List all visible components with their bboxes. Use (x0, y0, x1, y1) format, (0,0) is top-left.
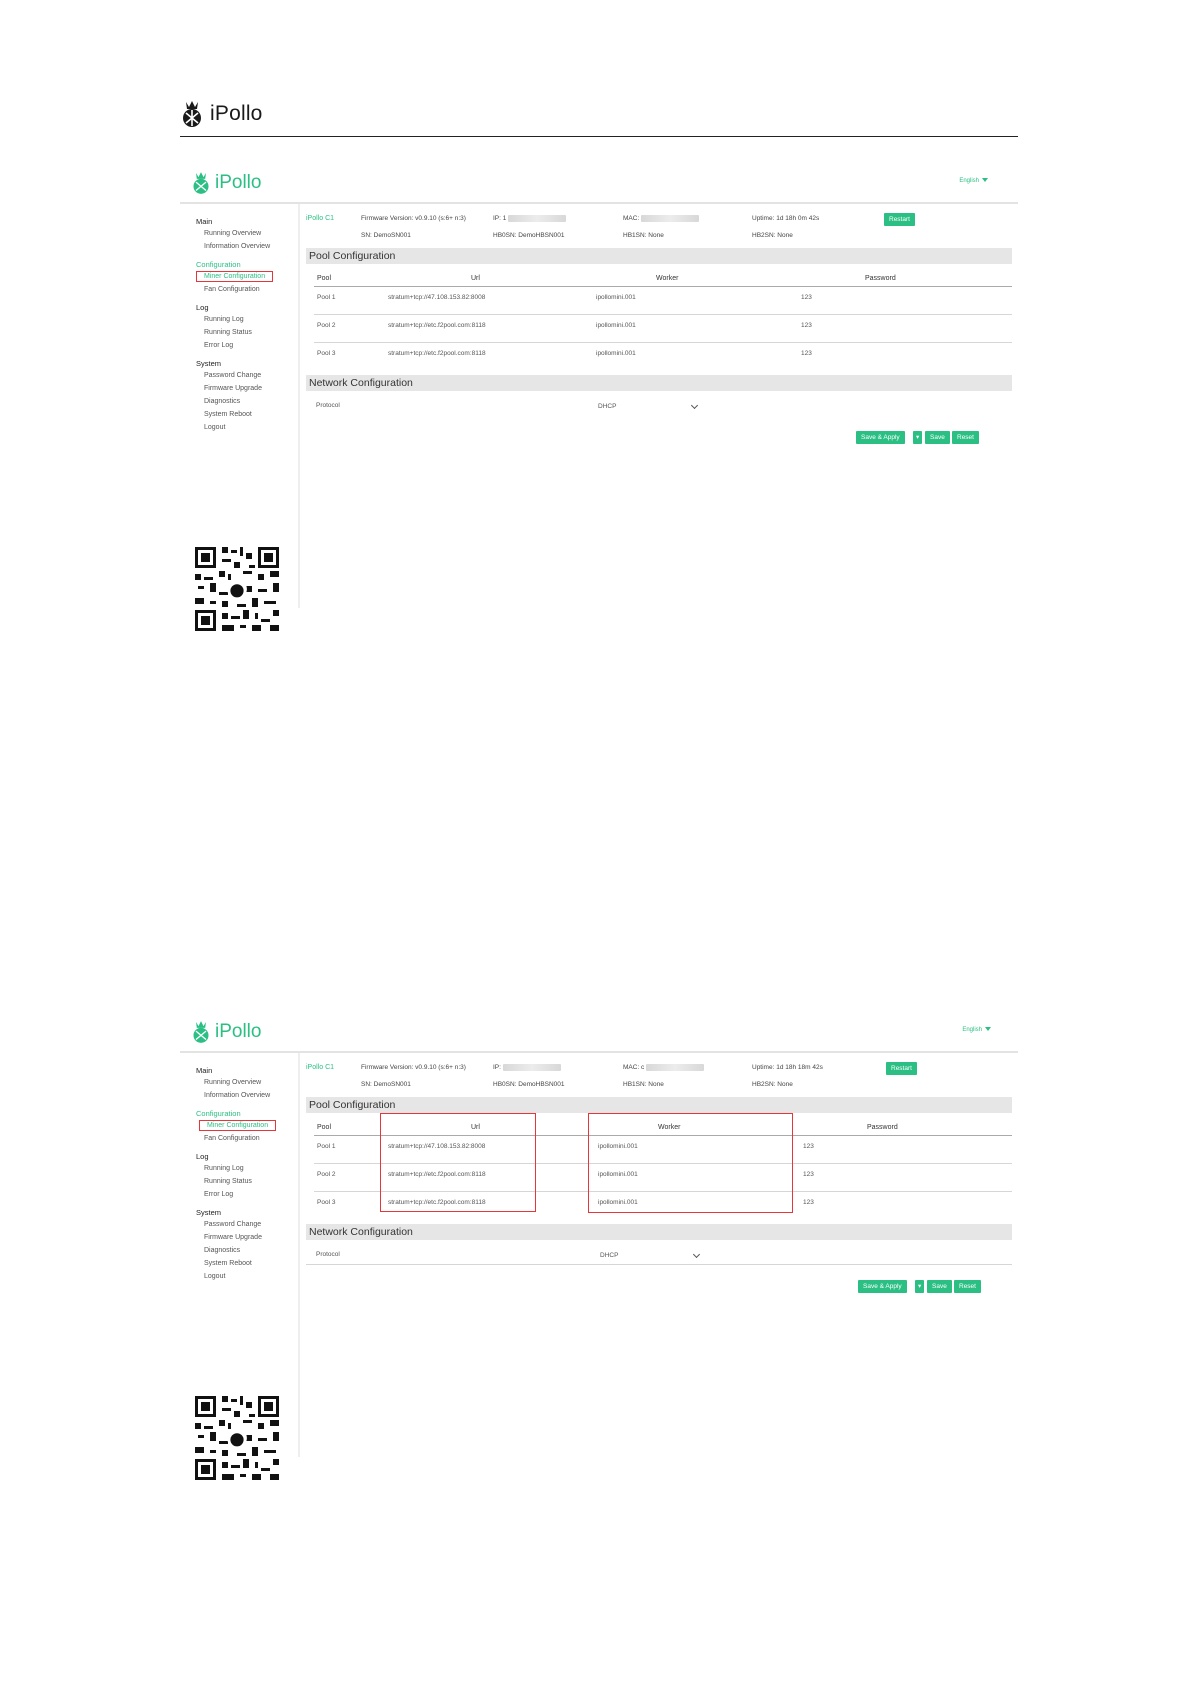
chevron-down-icon[interactable] (693, 1251, 700, 1258)
column-header-url: Url (471, 275, 480, 282)
nav-item-information-overview[interactable]: Information Overview (204, 1092, 271, 1099)
save-apply-button[interactable]: Save & Apply (856, 431, 905, 444)
screenshot-1 (180, 168, 1018, 608)
save-button[interactable]: Save (925, 431, 950, 444)
mac-address (623, 1064, 704, 1071)
pool-2-worker-input[interactable]: ipollomini.001 (598, 1171, 638, 1178)
nav-item-firmware-upgrade[interactable]: Firmware Upgrade (204, 1234, 262, 1241)
ip-address (493, 215, 566, 222)
hb1-serial: HB1SN: None (623, 232, 664, 239)
pool-1-password-input[interactable]: 123 (803, 1143, 814, 1150)
hb0-serial: HB0SN: DemoHBSN001 (493, 1081, 565, 1088)
nav-group-system[interactable]: System (196, 1208, 222, 1217)
nav-group-system[interactable]: System (196, 359, 222, 368)
nav-item-running-overview[interactable]: Running Overview (204, 230, 262, 237)
nav-item-system-reboot[interactable]: System Reboot (204, 411, 252, 418)
nav-item-running-status[interactable]: Running Status (204, 329, 252, 336)
nav-item-password-change[interactable]: Password Change (204, 1221, 262, 1228)
section-title: Pool Configuration (309, 1099, 396, 1111)
app-topbar (180, 168, 1018, 204)
app-topbar (180, 1017, 1018, 1053)
pool-3-worker-input[interactable]: ipollomini.001 (598, 1199, 638, 1206)
hb0-serial: HB0SN: DemoHBSN001 (493, 232, 565, 239)
redacted-ip (503, 1064, 561, 1071)
nav-item-logout[interactable]: Logout (204, 424, 226, 431)
column-header-worker: Worker (656, 275, 679, 282)
url-column-highlight (380, 1113, 536, 1212)
pool-3-password-input[interactable]: 123 (803, 1199, 814, 1206)
network-configuration-header (306, 1224, 1012, 1240)
uptime: Uptime: 1d 18h 0m 42s (752, 215, 820, 222)
pool-2-worker-input[interactable]: ipollomini.001 (596, 322, 636, 329)
pool-2-label: Pool 2 (317, 322, 336, 329)
pool-configuration-header (306, 1097, 1012, 1113)
pool-1-password-input[interactable]: 123 (801, 294, 812, 301)
redacted-ip (508, 215, 566, 222)
sidebar (180, 204, 300, 608)
qr-code-icon (192, 1393, 282, 1483)
pool-1-url-input[interactable]: stratum+tcp://47.108.153.82:8008 (388, 294, 486, 301)
section-title: Network Configuration (309, 1226, 413, 1238)
nav-item-error-log[interactable]: Error Log (204, 1191, 234, 1198)
pool-1-url-input[interactable]: stratum+tcp://47.108.153.82:8008 (388, 1143, 486, 1150)
nav-item-fan-configuration[interactable]: Fan Configuration (204, 286, 260, 293)
save-apply-dropdown-button[interactable]: ▾ (915, 1280, 924, 1293)
column-header-worker: Worker (658, 1124, 681, 1131)
nav-item-running-log[interactable]: Running Log (204, 1165, 244, 1172)
pool-3-password-input[interactable]: 123 (801, 350, 812, 357)
nav-item-running-overview[interactable]: Running Overview (204, 1079, 262, 1086)
device-model: iPollo C1 (306, 215, 335, 222)
chevron-down-icon[interactable] (691, 402, 698, 409)
table-divider (314, 342, 1012, 343)
nav-group-log[interactable]: Log (196, 1152, 209, 1161)
column-header-url: Url (471, 1124, 480, 1131)
nav-item-fan-configuration[interactable]: Fan Configuration (204, 1135, 260, 1142)
pool-2-password-input[interactable]: 123 (803, 1171, 814, 1178)
nav-item-information-overview[interactable]: Information Overview (204, 243, 271, 250)
uptime: Uptime: 1d 18h 18m 42s (752, 1064, 823, 1071)
app-brand: iPollo (215, 1021, 262, 1042)
sidebar (180, 1053, 300, 1457)
pineapple-logo-icon (191, 1019, 211, 1045)
nav-item-error-log[interactable]: Error Log (204, 342, 234, 349)
column-header-pool: Pool (317, 275, 332, 282)
caret-down-icon (985, 1027, 991, 1031)
reset-button[interactable]: Reset (952, 431, 979, 444)
pool-3-label: Pool 3 (317, 350, 336, 357)
nav-group-configuration[interactable]: Configuration (196, 1109, 241, 1118)
nav-item-system-reboot[interactable]: System Reboot (204, 1260, 252, 1267)
document-brand: iPollo (210, 102, 263, 125)
ip-address (493, 1064, 561, 1071)
language-select[interactable] (959, 178, 988, 184)
pool-1-label: Pool 1 (317, 294, 336, 301)
save-button[interactable]: Save (927, 1280, 952, 1293)
nav-item-diagnostics[interactable]: Diagnostics (204, 1247, 241, 1254)
screenshot-2 (180, 1017, 1018, 1457)
hb1-serial: HB1SN: None (623, 1081, 664, 1088)
protocol-select[interactable]: DHCP (598, 403, 617, 410)
pineapple-icon (180, 100, 204, 128)
pool-2-url-input[interactable]: stratum+tcp://etc.f2pool.com:8118 (388, 322, 486, 329)
column-header-password: Password (865, 275, 896, 282)
nav-item-logout[interactable]: Logout (204, 1273, 226, 1280)
pool-2-password-input[interactable]: 123 (801, 322, 812, 329)
pineapple-logo-icon (191, 170, 211, 196)
network-configuration-header (306, 375, 1012, 391)
mac-label: MAC: c (623, 1064, 645, 1072)
column-header-password: Password (867, 1124, 898, 1131)
ip-label: IP: 1 (493, 215, 507, 223)
section-title: Network Configuration (309, 377, 413, 389)
document-logo (180, 100, 263, 128)
nav-group-main[interactable]: Main (196, 1066, 213, 1075)
mac-address (623, 215, 699, 222)
pool-1-worker-input[interactable]: ipollomini.001 (598, 1143, 638, 1150)
language-select[interactable] (962, 1027, 991, 1033)
app-logo[interactable] (191, 170, 261, 196)
ip-label: IP: (493, 1064, 501, 1072)
language-label: English (959, 178, 979, 184)
save-apply-button[interactable]: Save & Apply (858, 1280, 907, 1293)
qr-code-icon (192, 544, 282, 634)
app-brand: iPollo (215, 172, 262, 193)
pool-2-url-input[interactable]: stratum+tcp://etc.f2pool.com:8118 (388, 1171, 486, 1178)
nav-item-running-log[interactable]: Running Log (204, 316, 244, 323)
document-header (180, 100, 1018, 137)
pool-3-worker-input[interactable]: ipollomini.001 (596, 350, 636, 357)
firmware-version: Firmware Version: v0.9.10 (s:6+ n:3) (361, 1064, 466, 1071)
hb2-serial: HB2SN: None (752, 1081, 793, 1088)
firmware-version: Firmware Version: v0.9.10 (s:6+ n:3) (361, 215, 466, 222)
nav-group-log[interactable]: Log (196, 303, 209, 312)
column-header-pool: Pool (317, 1124, 332, 1131)
nav-item-firmware-upgrade[interactable]: Firmware Upgrade (204, 385, 262, 392)
redacted-mac (646, 1064, 704, 1071)
table-divider (314, 286, 1012, 287)
language-label: English (962, 1027, 982, 1033)
nav-group-main[interactable]: Main (196, 217, 213, 226)
nav-item-password-change[interactable]: Password Change (204, 372, 262, 379)
save-apply-dropdown-button[interactable]: ▾ (913, 431, 922, 444)
pool-2-label: Pool 2 (317, 1171, 336, 1178)
serial-number: SN: DemoSN001 (361, 232, 411, 239)
nav-item-running-status[interactable]: Running Status (204, 1178, 252, 1185)
pool-configuration-header (306, 248, 1012, 264)
nav-group-configuration[interactable]: Configuration (196, 260, 241, 269)
device-model: iPollo C1 (306, 1064, 335, 1071)
pool-1-worker-input[interactable]: ipollomini.001 (596, 294, 636, 301)
section-title: Pool Configuration (309, 250, 396, 262)
reset-button[interactable]: Reset (954, 1280, 981, 1293)
protocol-label: Protocol (316, 1251, 340, 1258)
pool-1-label: Pool 1 (317, 1143, 336, 1150)
serial-number: SN: DemoSN001 (361, 1081, 411, 1088)
protocol-select[interactable]: DHCP (600, 1252, 619, 1259)
mac-label: MAC: (623, 215, 640, 223)
restart-button[interactable]: Restart (886, 1062, 917, 1075)
worker-column-highlight (588, 1113, 793, 1213)
form-divider (306, 1264, 1012, 1265)
hb2-serial: HB2SN: None (752, 232, 793, 239)
protocol-label: Protocol (316, 402, 340, 409)
table-divider (314, 314, 1012, 315)
redacted-mac (641, 215, 699, 222)
nav-item-diagnostics[interactable]: Diagnostics (204, 398, 241, 405)
pool-3-label: Pool 3 (317, 1199, 336, 1206)
pool-3-url-input[interactable]: stratum+tcp://etc.f2pool.com:8118 (388, 1199, 486, 1206)
caret-down-icon (982, 178, 988, 182)
app-logo[interactable] (191, 1019, 261, 1045)
nav-item-miner-configuration[interactable]: Miner Configuration (199, 1120, 276, 1131)
nav-item-miner-configuration[interactable]: Miner Configuration (196, 271, 273, 282)
restart-button[interactable]: Restart (884, 213, 915, 226)
pool-3-url-input[interactable]: stratum+tcp://etc.f2pool.com:8118 (388, 350, 486, 357)
